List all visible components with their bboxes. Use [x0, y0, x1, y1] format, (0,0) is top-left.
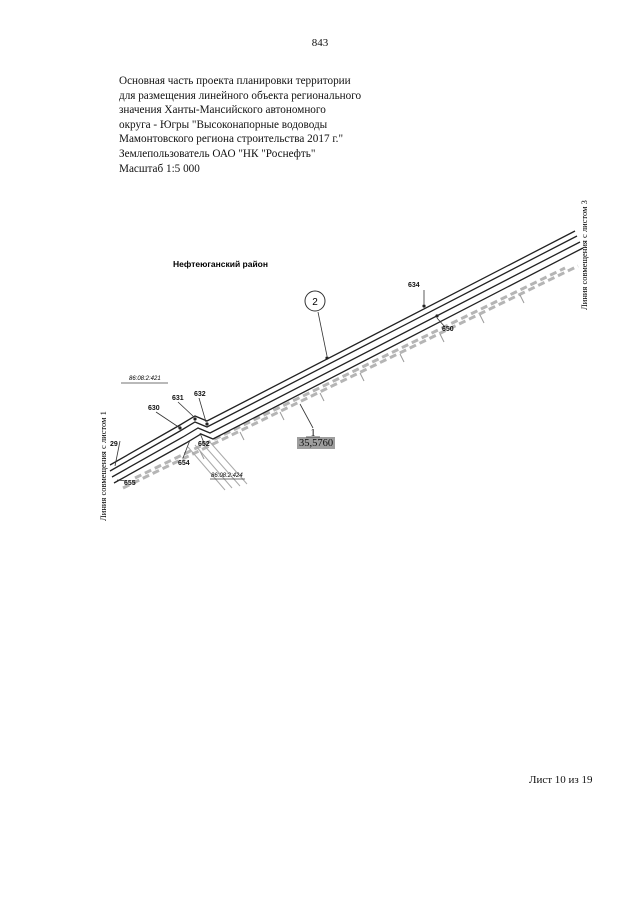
- point-label: 632: [194, 391, 206, 398]
- header-line: Мамонтовского региона строительства 2017 г.": [119, 133, 344, 146]
- leader-lines: [115, 290, 445, 481]
- sheet-number: Лист 10 из 19: [529, 774, 593, 786]
- header-line: для размещения линейного объекта регионального: [119, 89, 362, 102]
- point-label: 631: [172, 395, 184, 402]
- header-line: значения Ханты-Мансийского автономного: [119, 104, 326, 117]
- header-line: округа - Югры "Высоконапорные водоводы: [119, 118, 328, 131]
- match-line-left: Линия совмещения с листом 1: [98, 411, 108, 521]
- match-line-right: Линия совмещения с листом 3: [579, 200, 589, 310]
- hatch-ticks: [200, 295, 524, 459]
- page-number: 843: [311, 37, 329, 49]
- point-label: 655: [124, 480, 136, 487]
- point-label: 630: [148, 405, 160, 412]
- point-label: 634: [408, 282, 420, 289]
- header-line: Масштаб 1:5 000: [119, 162, 200, 175]
- cadastral-top: 86:08:2:421: [129, 376, 161, 382]
- district-label: Нефтеюганский район: [173, 259, 269, 269]
- header-line: Землепользователь ОАО "НК "Роснефть": [119, 147, 316, 160]
- corridor-vertices: [178, 304, 438, 429]
- point-label: 654: [178, 460, 190, 467]
- hatch-band: [123, 266, 578, 488]
- point-label: 650: [442, 326, 454, 333]
- cadastral-bottom: 86:08:2:424: [211, 473, 243, 479]
- point-label: 29: [110, 441, 118, 448]
- point-label: 652: [198, 441, 210, 448]
- header-line: Основная часть проекта планировки территории: [119, 75, 351, 87]
- area-marker: 1: [310, 428, 316, 439]
- section-circle-label: 2: [312, 297, 318, 308]
- area-value: 35,5760: [299, 438, 334, 449]
